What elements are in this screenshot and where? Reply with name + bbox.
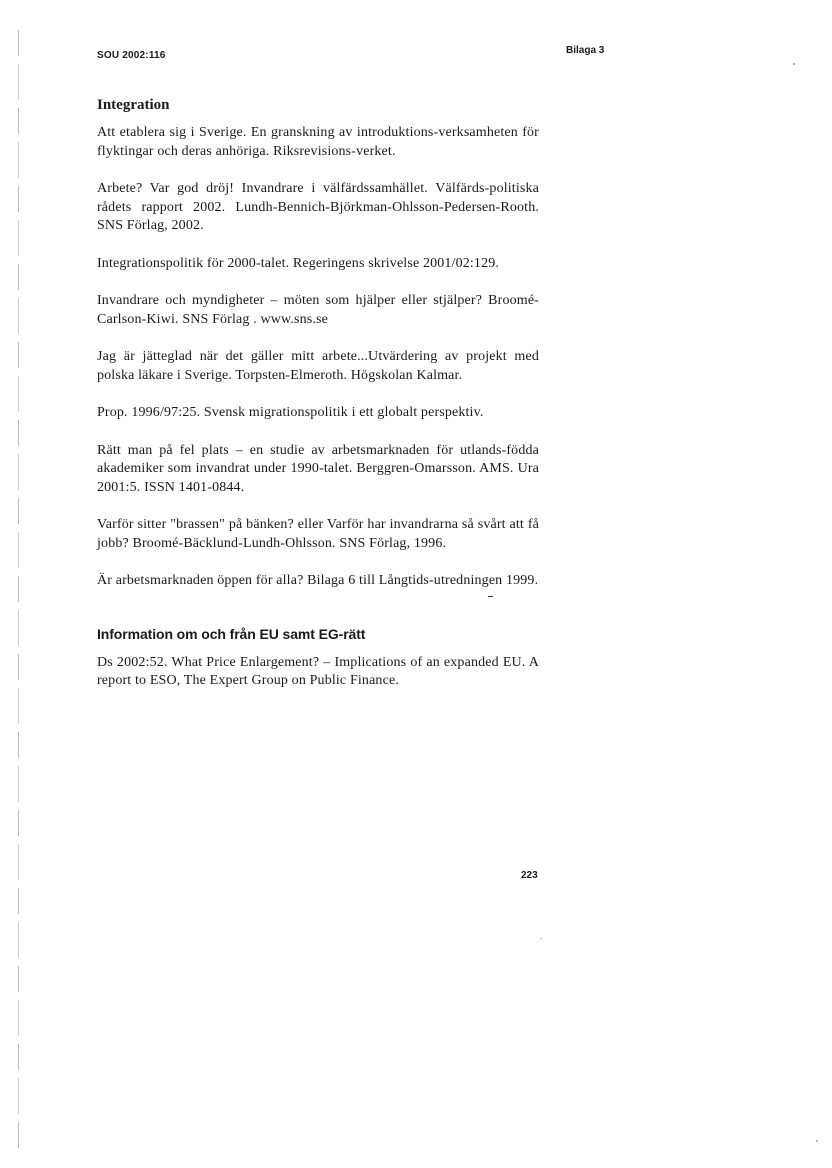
running-header-left: SOU 2002:116 — [97, 50, 166, 61]
reference-entry: Är arbetsmarknaden öppen för alla? Bilaga 6 till Långtids-utredningen 1999. — [97, 573, 539, 588]
reference-entry: Integrationspolitik för 2000-talet. Regeringens skrivelse 2001/02:129. — [97, 255, 500, 271]
stray-dash-mark — [488, 596, 493, 597]
page-number: 223 — [521, 870, 538, 881]
section-heading: Integration — [97, 97, 170, 113]
reference-entry: Invandrare och myndigheter – möten som hjälper eller stjälper? Broomé-Carlson-Kiwi. SNS Förlag . www.sns.se — [97, 293, 539, 327]
running-header-right: Bilaga 3 — [566, 45, 605, 56]
reference-entry: Jag är jätteglad när det gäller mitt arbete...Utvärdering av projekt med polska läkare i Sverige. Torpsten-Elmeroth. Högskolan Kalmar. — [97, 349, 539, 383]
section-integration — [97, 95, 539, 591]
reference-entry: Rätt man på fel plats – en studie av arbetsmarknaden för utlands-födda akademiker som invandrat under 1990-talet. Berggren-Omarsson. AMS. Ura 2001:5. ISSN 1401-0844. — [97, 442, 539, 495]
section-eu-information — [97, 624, 539, 691]
reference-entry: Arbete? Var god dröj! Invandrare i välfärdssamhället. Välfärds-politiska rådets rapport 2002. Lundh-Bennich-Björkman-Ohlsson-Pedersen-Rooth. SNS Förlag, 2002. — [97, 181, 539, 233]
scan-speck — [816, 1140, 818, 1142]
reference-entry: Att etablera sig i Sverige. En granskning av introduktions-verksamheten för flyktingar och deras anhöriga. Riksrevisions-verket. — [97, 125, 539, 159]
reference-entry: Varför sitter "brassen" på bänken? eller Varför har invandrarna så svårt att få jobb? Broomé-Bäcklund-Lundh-Ohlsson. SNS Förlag, 1996. — [97, 517, 539, 551]
scan-speck — [793, 63, 795, 65]
reference-entry: Prop. 1996/97:25. Svensk migrationspolitik i ett globalt perspektiv. — [97, 405, 484, 420]
section-heading: Information om och från EU samt EG-rätt — [97, 625, 366, 642]
scan-speck — [540, 938, 542, 939]
section-spacer — [97, 610, 539, 624]
document-body — [97, 95, 539, 710]
reference-entry: Ds 2002:52. What Price Enlargement? – Implications of an expanded EU. A report to ESO, The Expert Group on Public Finance. — [97, 654, 539, 688]
scan-edge-line — [18, 30, 19, 1150]
